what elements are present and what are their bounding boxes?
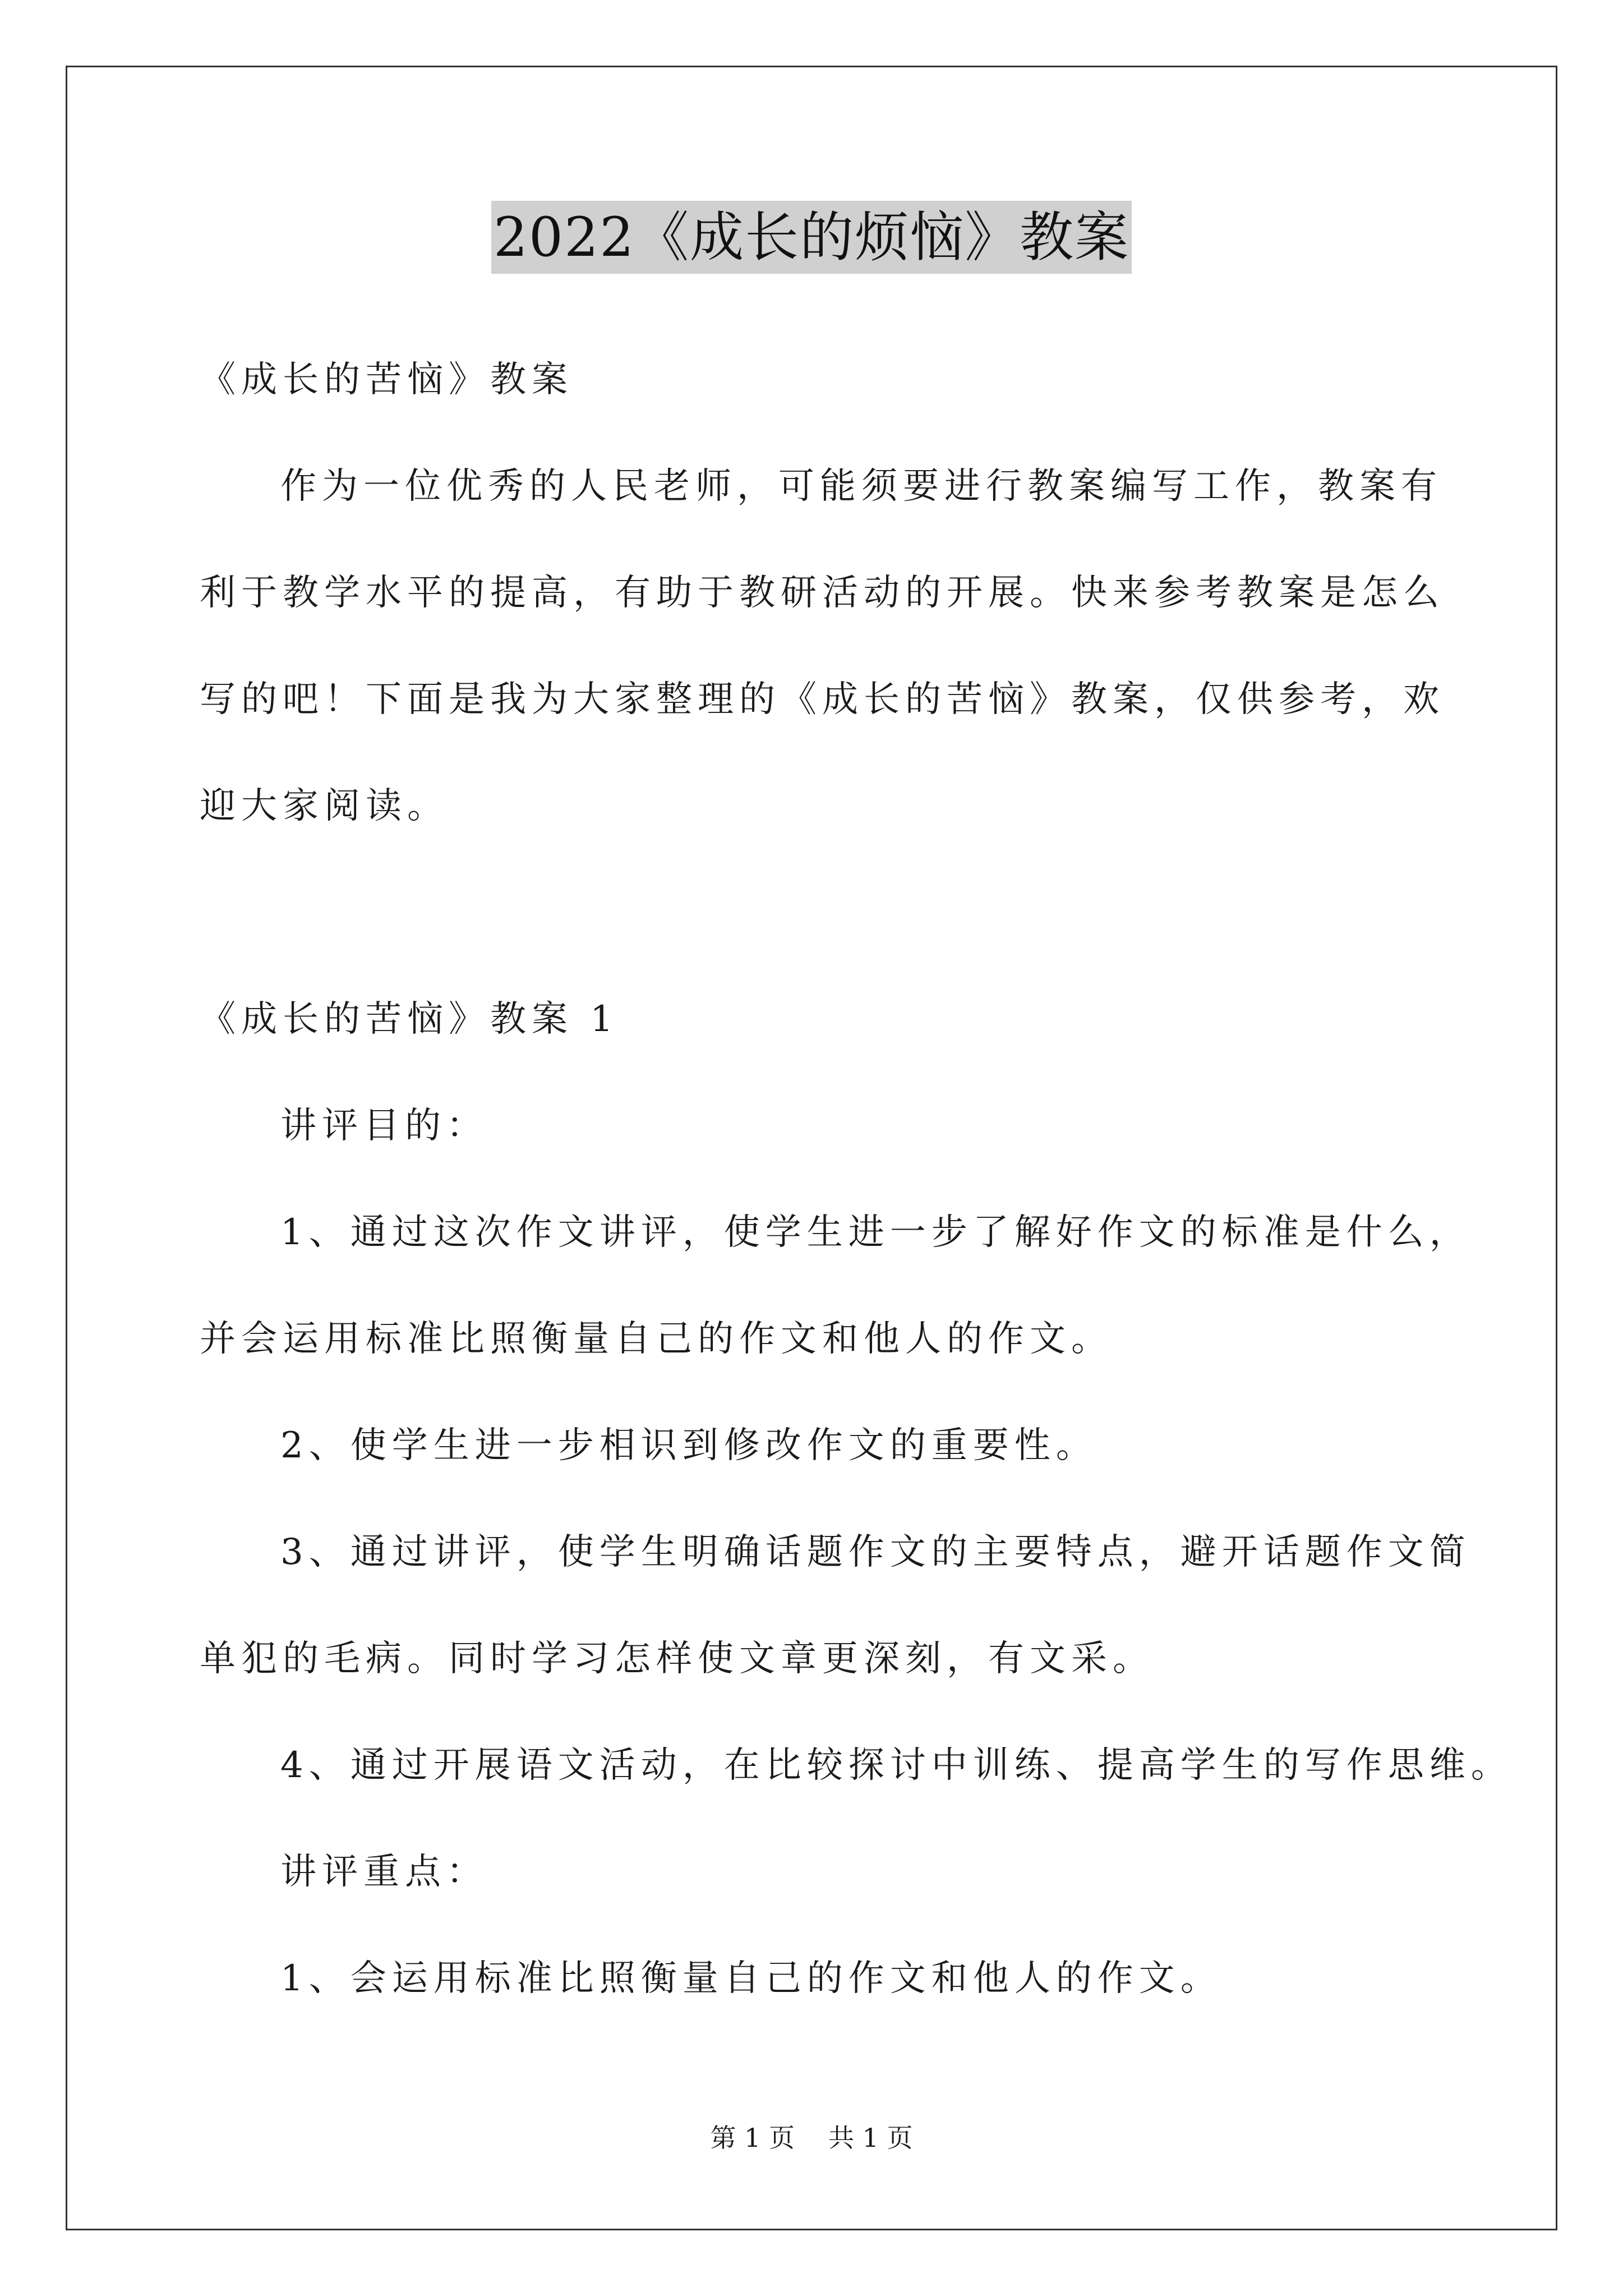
intro-line-3: 写的吧！下面是我为大家整理的《成长的苦恼》教案，仅供参考，欢 (200, 679, 1445, 720)
intro-line-1: 作为一位优秀的人民老师，可能须要进行教案编写工作，教案有 (280, 466, 1442, 507)
body-line-objective-2: 2、使学生进一步相识到修改作文的重要性。 (280, 1425, 1098, 1466)
document-subtitle: 《成长的苦恼》教案 (200, 359, 573, 401)
body-line-focus-heading: 讲评重点： (280, 1851, 488, 1893)
body-line-objective-1-cont: 并会运用标准比照衡量自己的作文和他人的作文。 (200, 1318, 1113, 1360)
body-line-objective-3: 3、通过讲评，使学生明确话题作文的主要特点，避开话题作文简 (280, 1531, 1471, 1573)
body-line-objective-4: 4、通过开展语文活动，在比较探讨中训练、提高学生的写作思维。 (280, 1745, 1513, 1786)
page-total: 共 1 页 (828, 2123, 913, 2153)
body-line-objective-1: 1、通过这次作文讲评，使学生进一步了解好作文的标准是什么， (280, 1212, 1471, 1253)
document-title: 2022《成长的烦恼》教案 (491, 201, 1132, 274)
section-heading: 《成长的苦恼》教案 1 (200, 999, 619, 1040)
intro-line-2: 利于教学水平的提高，有助于教研活动的开展。快来参考教案是怎么 (200, 572, 1445, 614)
body-line-focus-1: 1、会运用标准比照衡量自己的作文和他人的作文。 (280, 1958, 1222, 1999)
intro-line-4: 迎大家阅读。 (200, 785, 449, 827)
body-line-objective-3-cont: 单犯的毛病。同时学习怎样使文章更深刻，有文采。 (200, 1638, 1154, 1680)
title-wrapper (0, 201, 1623, 274)
body-line-objectives-heading: 讲评目的： (280, 1105, 488, 1147)
page-number: 第 1 页 (710, 2123, 795, 2153)
page-footer (0, 2118, 1623, 2155)
